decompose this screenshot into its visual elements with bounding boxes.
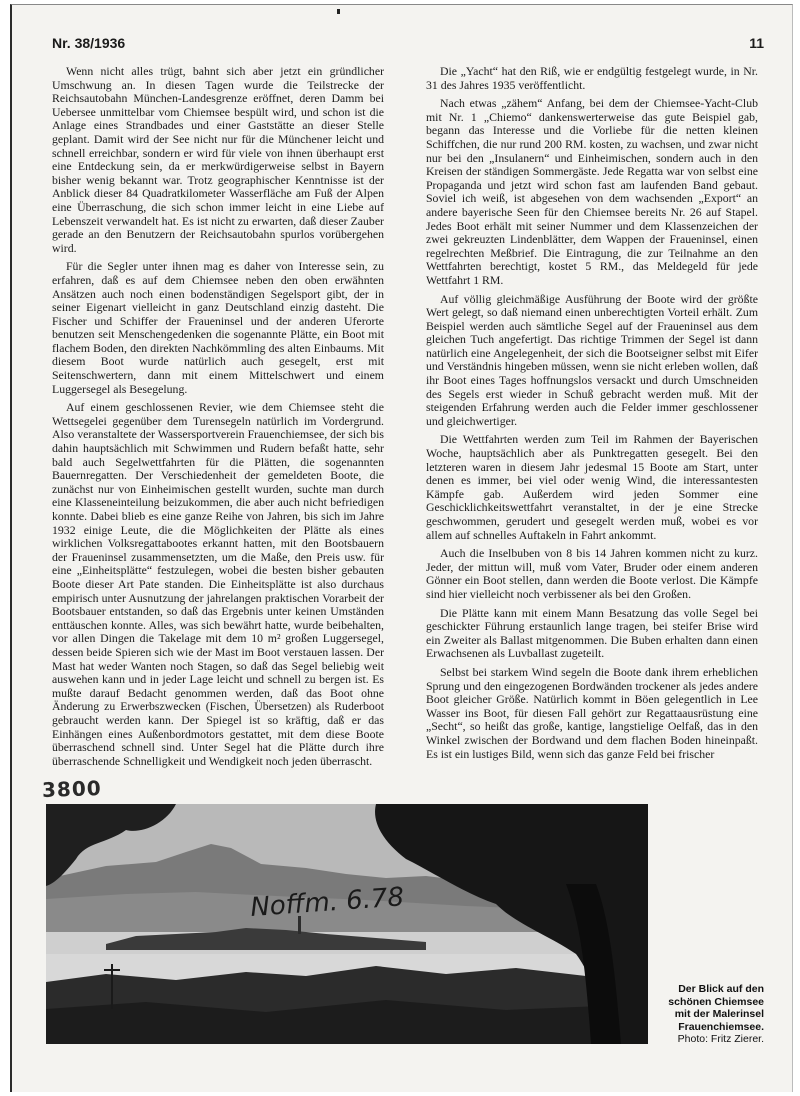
right-column <box>426 65 758 800</box>
paragraph: Auch die Inselbuben von 8 bis 14 Jahren kommen nicht zu kurz. Jeder, der mittun will, muß vom Vater, Bruder oder einem anderen Gönner ein Boot stellen, dann werden die Boote verlost. Die Kämpfe sind hier vielleicht noch verbissener als bei den Großen. <box>426 546 758 601</box>
handwritten-note: Noffm. 6.78 <box>249 882 405 923</box>
paragraph: Für die Segler unter ihnen mag es daher von Interesse sein, zu erfahren, daß es auf dem Chiemsee neben den oben erwähnten Ansätzen auch noch einen bodenständigen Segelsport gibt, der in seiner Eigenart vielleicht in ganz Deutschland einzig dasteht. Die Fischer und Schiffer der Fraueninsel und der anderen Uferorte benutzen seit Menschengedenken die sogenannte Plätte, ein Boot mit flachem Boden, den direkten Nachkömmling des alten Einbaums. Mit diesem Boot wurde natürlich auch gesegelt, erst mit Seitenschwertern, dann mit einem Mittelschwert und einem Luggersegel als Besegelung. <box>52 259 384 396</box>
paragraph: Auf einem geschlossenen Revier, wie dem Chiemsee steht die Wettsegelei gegenüber dem Turensegeln natürlich im Vordergrund. Also veranstaltete der Wassersportverein Frauenchiemsee, der sich bis dahin hauptsächlich mit Schwimmen und Rudern befaßt hatte, sehr bald auch Segelwettfahrten für die Plätten, die sogenannten Bauernregatten. Der Verschiedenheit der gemeldeten Boote, die zunächst nur von Einheimischen gestellt wurden, suchte man durch eine Klasseneinteilung beizukommen, die aber auch nicht befriedigen konnte. Dabei blieb es eine ganze Reihe von Jahren, bis sich im Jahre 1932 einige Leute, die die Möglichkeiten der Plätte als eines wirklichen Volksregattabootes erkannt hatten, mit den Bootsbauern der Fraueninsel zusammensetzten, um die Maße, den Preis usw. für eine „Einheitsplätte“ festzulegen, wobei die besten bisher gebauten Boote dieser Art Pate standen. Die Einheitsplätte ist also durchaus empirisch unter Ausnutzung der jahrelangen praktischen Vorarbeit der Bootsbauer entstanden, so daß das Ergebnis unter keinen Umständen enttäuschen konnte. Alles, was sich bewährt hatte, wurde beibehalten, vor allen Dingen die Takelage mit dem 10 m² großen Luggersegel, dessen beide Spieren sich wie der Mast im Boot verstauen lassen. Der Mast hat weder Wanten noch Stagen, so daß das Segel beliebig weit auswehen kann und in jeder Lage leicht und schnell zu bergen ist. Es mußte darauf Bedacht genommen werden, daß das Boot ohne Änderung zu Erwerbszwecken (Fischen, Übersetzen) als Ruderboot gebraucht werden kann. Der Spiegel ist so kräftig, daß er das Einhängen eines Außenbordmotors gestattet, mit dem diese Boote überraschend schnell sind. Unter Segel hat die Plätte durch ihre überraschende Schnelligkeit und Wendigkeit noch jeden überrascht. <box>52 400 384 768</box>
left-column <box>52 65 384 800</box>
ink-mark <box>337 9 340 14</box>
photo-caption <box>652 983 764 1046</box>
page-number: 11 <box>749 35 764 51</box>
issue-number: Nr. 38/1936 <box>52 35 126 51</box>
paragraph: Die „Yacht“ hat den Riß, wie er endgültig festgelegt wurde, in Nr. 31 des Jahres 1935 veröffentlicht. <box>426 65 758 92</box>
paragraph: Selbst bei starkem Wind segeln die Boote dank ihrem erheblichen Sprung und den eingezogenen Bordwänden trockener als jedes andere Boot gleicher Größe. Natürlich kommt in Böen gelegentlich in Lee Wasser ins Boot, für diesen Fall gehört zur Regattaausrüstung eine „Secht“, so heißt das große, kantige, langstielige Oelfaß, das in den Winkel zwischen der Bordwand und dem flachen Boden hineinpaßt. Es ist ein lustiges Bild, wenn sich das ganze Feld bei frischer <box>426 664 758 761</box>
lake-landscape-image <box>46 804 648 1044</box>
paragraph: Auf völlig gleichmäßige Ausführung der Boote wird der größte Wert gelegt, so daß niemand einen unberechtigten Vorteil erhält. Zum Beispiel werden auch sämtliche Segel auf der Fraueninsel aus dem gleichen Tuch angefertigt. Das richtige Trimmen der Segel ist dann natürlich eine Angelegenheit, der sich die Bootseigner selbst mit Eifer und Verständnis hingeben müssen, wenn sie nicht erleben wollen, daß ihr Boot eines Tages hoffnungslos versackt und durch Umschneiden des Segels erst wieder in Schuß gebracht werden muß. Mit der steigenden Erfahrung werden auch die Felder immer geschlossener und gleichwertiger. <box>426 291 758 428</box>
paragraph: Nach etwas „zähem“ Anfang, bei dem der Chiemsee-Yacht-Club mit Nr. 1 „Chiemo“ dankenswerterweise das gute Beispiel gab, begann das Interesse und die Vorliebe für die netten kleinen Schiffchen, die nur rund 200 RM. kosten, zu wachsen, und zwar nicht nur bei den „Insulanern“ und Einheimischen, sondern auch in den Kreisen der ständigen Sommergäste. Jede Regatta war von selbst eine Propaganda und jetzt wird schon fast am laufenden Band gebaut. Soviel ich weiß, ist abgesehen von dem wachsenden „Export“ an andere bayerische Seen für den Chiemsee bereits Nr. 26 auf Stapel. Jedes Boot erhält mit seiner Nummer und dem Klassenzeichen der zwei gekreuzten Lindenblätter, dem Wappen der Fraueninsel, einen regelrechten Meßbrief. Die Eintragung, die zur Teilnahme an den Wettfahrten berechtigt, kostet 5 RM., das Meldegeld für jede Wettfahrt 1 RM. <box>426 96 758 287</box>
caption-text: Der Blick auf den schönen Chiemsee mit der Malerinsel Frauenchiemsee. <box>668 983 764 1033</box>
magazine-page <box>10 4 793 1092</box>
photo-credit: Photo: Fritz Zierer. <box>677 1033 764 1045</box>
page-header <box>52 35 764 55</box>
handwritten-number: 3800 <box>41 775 103 803</box>
paragraph: Die Wettfahrten werden zum Teil im Rahmen der Bayerischen Woche, hauptsächlich aber als Punktregatten gesegelt. Bei den letzteren waren in diesem Jahr jedesmal 15 Boote am Start, unter denen es immer, bei viel oder wenig Wind, die interessantesten Kämpfe gab. Außerdem wird jeden Sommer eine Geschicklichkeitswettfahrt veranstaltet, in der je eine Strecke geschwommen, gerudert und gesegelt werden muß, wobei es vor allem auf schnelles Auftakeln in Fahrt ankommt. <box>426 432 758 542</box>
paragraph: Die Plätte kann mit einem Mann Besatzung das volle Segel bei geschickter Führung erstaunlich lange tragen, bei steifer Brise wird ein Zweiter als Ballast mitgenommen. Die Buben erhalten dann einen Erwachsenen als Luvballast zugeteilt. <box>426 605 758 661</box>
chiemsee-photo <box>46 804 648 1044</box>
paragraph: Wenn nicht alles trügt, bahnt sich aber jetzt ein gründlicher Umschwung an. In diesen Tagen wurde die Teilstrecke der Reichsautobahn München-Landesgrenze eröffnet, deren Damm bei Uebersee unmittelbar vom Chiemsee bespült wird, und schon ist die Anlage eines Strandbades und einer Gaststätte an dieser Stelle geplant. Damit wird der See nicht nur für die Münchener leicht und schnell erreichbar, sondern er wird für viele von ihnen überhaupt erst eine Entdeckung sein, da er merkwürdigerweise selbst in Bayern bisher wenig bekannt war. Trotz geographischer Kenntnisse ist der Anblick dieser 84 Quadratkilometer Wasserfläche am Fuß der Alpen eine Überraschung, die sich schon immer leicht in eine Liebe auf Lebenszeit verwandelt hat. Es ist nicht zu erwarten, daß dieser Zauber gerade an den Benutzern der Reichsautobahn spurlos vorübergehen wird. <box>52 65 384 255</box>
